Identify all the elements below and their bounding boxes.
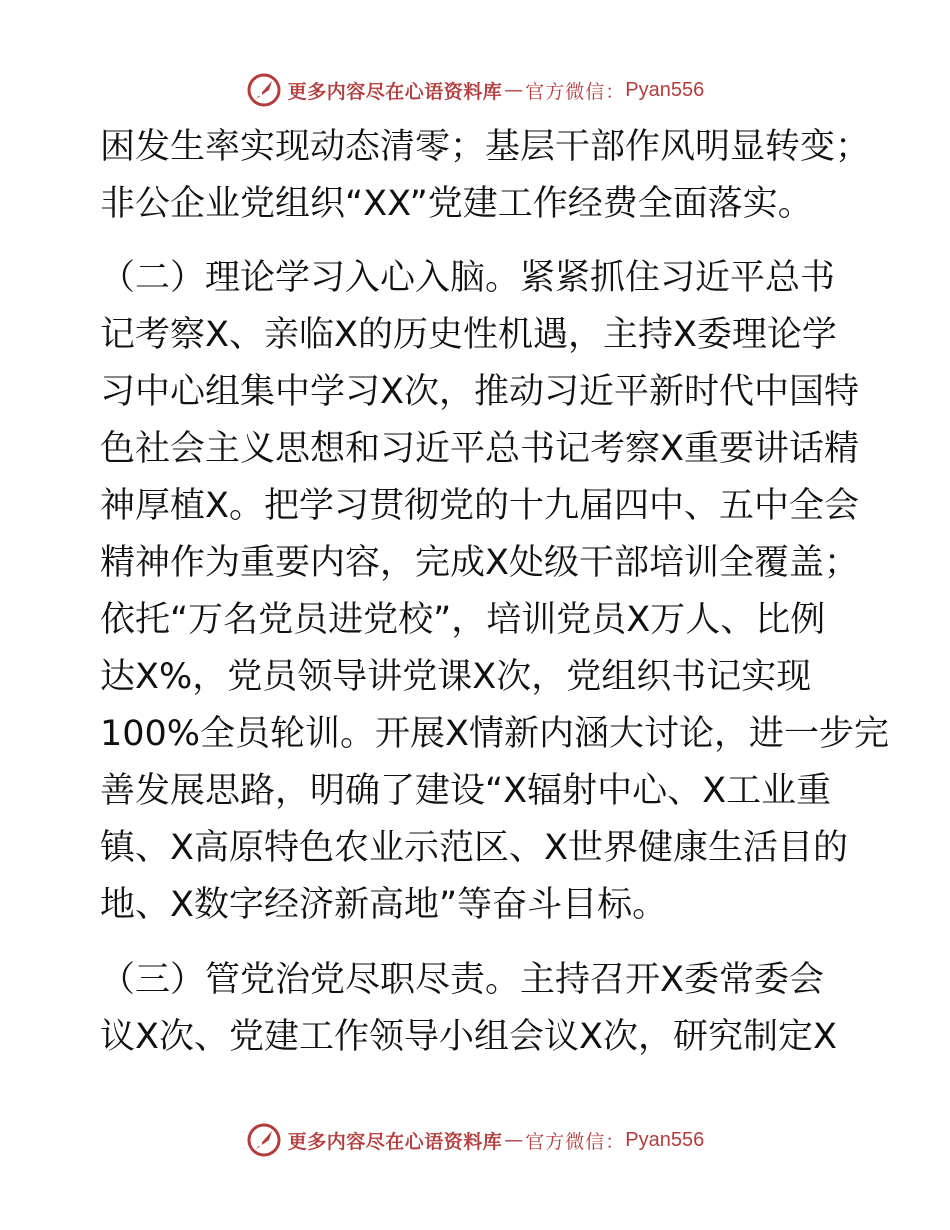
quill-logo-icon (246, 1122, 282, 1158)
watermark-wechat-label: 官方微信： (525, 1130, 626, 1153)
text-line: 依托“万名党员进党校”，培训党员X万人、比例 (100, 600, 826, 640)
watermark-text: 更多内容尽在心语资料库 (287, 1130, 503, 1153)
quill-logo-icon (246, 72, 282, 108)
text-line: 达X%，党员领导讲党课X次，党组织书记实现 (100, 657, 812, 697)
text-line: 善发展思路，明确了建设“X辐射中心、X工业重 (100, 771, 832, 811)
text-line: 困发生率实现动态清零；基层干部作风明显转变； (100, 127, 871, 167)
text-line: 记考察X、亲临X的历史性机遇，主持X委理论学 (100, 315, 837, 355)
text-line: 地、X数字经济新高地”等奋斗目标。 (100, 885, 668, 925)
watermark-wechat-id: Pyan556 (625, 1128, 705, 1151)
text-line: 非公企业党组织“XX”党建工作经费全面落实。 (100, 184, 813, 224)
text-line: 100%全员轮训。开展X情新内涵大讨论，进一步完 (100, 714, 890, 754)
text-line: 镇、X高原特色农业示范区、X世界健康生活目的 (100, 828, 848, 868)
header-watermark (0, 70, 950, 110)
text-line: 神厚植X。把学习贯彻党的十九届四中、五中全会 (100, 486, 859, 526)
watermark-dash: — (504, 79, 524, 101)
watermark-wechat-id: Pyan556 (625, 78, 705, 101)
watermark-dash: — (504, 1129, 524, 1151)
text-line: （二）理论学习入心入脑。紧紧抓住习近平总书 (100, 258, 836, 298)
text-line: 议X次、党建工作领导小组会议X次，研究制定X (100, 1017, 837, 1057)
footer-watermark (0, 1120, 950, 1160)
watermark-wechat-label: 官方微信： (525, 80, 626, 103)
text-line: 精神作为重要内容，完成X处级干部培训全覆盖； (100, 543, 859, 583)
text-line: 习中心组集中学习X次，推动习近平新时代中国特 (100, 372, 859, 412)
text-line: （三）管党治党尽职尽责。主持召开X委常委会 (100, 960, 824, 1000)
watermark-text: 更多内容尽在心语资料库 (287, 80, 503, 103)
text-line: 色社会主义思想和习近平总书记考察X重要讲话精 (100, 429, 859, 469)
